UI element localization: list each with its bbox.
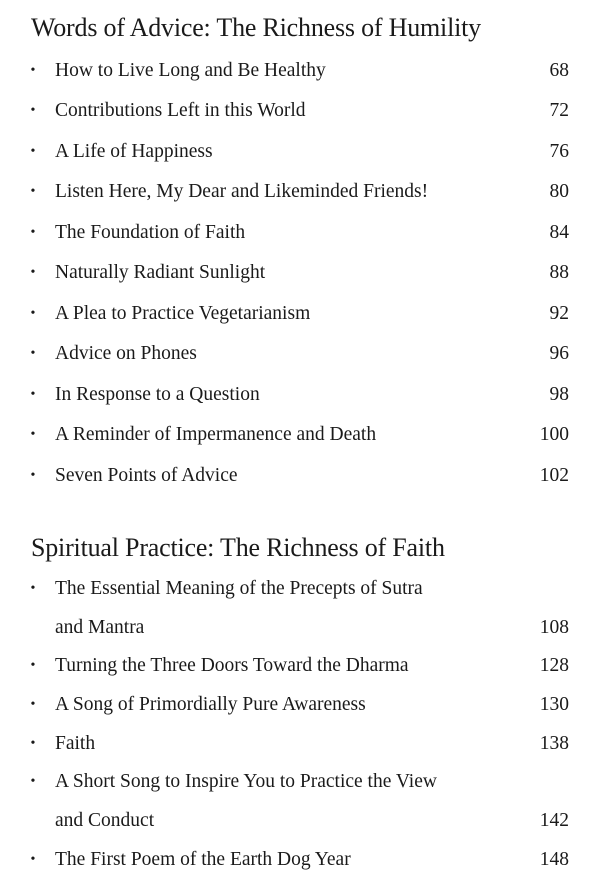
- entry-page-number: 98: [549, 384, 569, 405]
- toc-entry-continuation: [0, 615, 600, 641]
- entry-title: The First Poem of the Earth Dog Year: [55, 849, 351, 870]
- entry-title: Contributions Left in this World: [55, 100, 306, 121]
- entry-page-number: 108: [539, 617, 569, 638]
- entry-title: A Plea to Practice Vegetarianism: [55, 303, 311, 324]
- entry-page-number: 92: [549, 303, 569, 324]
- entry-page-number: 100: [539, 424, 569, 445]
- bullet-icon: •: [30, 103, 36, 118]
- toc-entry: [0, 653, 600, 679]
- entry-page-number: 84: [549, 222, 569, 243]
- entry-title: Seven Points of Advice: [55, 465, 238, 486]
- entry-page-number: 96: [549, 343, 569, 364]
- bullet-icon: •: [30, 63, 36, 78]
- entry-title: In Response to a Question: [55, 384, 260, 405]
- entry-title: Faith: [55, 733, 96, 754]
- toc-entry: [0, 98, 600, 124]
- section-title: Spiritual Practice: The Richness of Faith: [31, 533, 445, 562]
- entry-title: Listen Here, My Dear and Likeminded Friends!: [55, 181, 429, 202]
- entry-page-number: 130: [539, 694, 569, 715]
- entry-title: Turning the Three Doors Toward the Dharma: [55, 655, 409, 676]
- entry-page-number: 68: [549, 60, 569, 81]
- toc-entry: [0, 463, 600, 489]
- entry-title: A Song of Primordially Pure Awareness: [55, 694, 366, 715]
- entry-title: The Foundation of Faith: [55, 222, 246, 243]
- entry-title: A Short Song to Inspire You to Practice the View: [55, 771, 437, 792]
- toc-entry: [0, 341, 600, 367]
- bullet-icon: •: [30, 427, 36, 442]
- entry-page-number: 88: [549, 262, 569, 283]
- toc-entry: [0, 847, 600, 873]
- bullet-icon: •: [30, 658, 36, 673]
- section-title: Words of Advice: The Richness of Humility: [31, 13, 481, 42]
- entry-page-number: 148: [539, 849, 569, 870]
- entry-page-number: 76: [549, 141, 569, 162]
- entry-title-continuation: and Conduct: [55, 810, 155, 831]
- entry-page-number: 142: [539, 810, 569, 831]
- toc-entry: [0, 576, 600, 602]
- bullet-icon: •: [30, 852, 36, 867]
- bullet-icon: •: [30, 697, 36, 712]
- toc-entry: [0, 382, 600, 408]
- entry-title: Naturally Radiant Sunlight: [55, 262, 266, 283]
- entry-page-number: 138: [539, 733, 569, 754]
- bullet-icon: •: [30, 468, 36, 483]
- entry-title: The Essential Meaning of the Precepts of Sutra: [55, 578, 423, 599]
- toc-entry: [0, 139, 600, 165]
- entry-page-number: 72: [549, 100, 569, 121]
- bullet-icon: •: [30, 306, 36, 321]
- bullet-icon: •: [30, 346, 36, 361]
- bullet-icon: •: [30, 387, 36, 402]
- bullet-icon: •: [30, 581, 36, 596]
- entry-page-number: 102: [539, 465, 569, 486]
- bullet-icon: •: [30, 265, 36, 280]
- entry-title: Advice on Phones: [55, 343, 197, 364]
- toc-entry: [0, 260, 600, 286]
- toc-entry: [0, 301, 600, 327]
- toc-entry-continuation: [0, 808, 600, 834]
- entry-page-number: 128: [539, 655, 569, 676]
- toc-entry: [0, 731, 600, 757]
- entry-page-number: 80: [549, 181, 569, 202]
- toc-entry: [0, 179, 600, 205]
- bullet-icon: •: [30, 736, 36, 751]
- bullet-icon: •: [30, 774, 36, 789]
- toc-entry: [0, 422, 600, 448]
- toc-entry: [0, 769, 600, 795]
- entry-title: How to Live Long and Be Healthy: [55, 60, 326, 81]
- toc-entry: [0, 692, 600, 718]
- bullet-icon: •: [30, 225, 36, 240]
- toc-entry: [0, 220, 600, 246]
- bullet-icon: •: [30, 184, 36, 199]
- entry-title: A Life of Happiness: [55, 141, 213, 162]
- bullet-icon: •: [30, 144, 36, 159]
- entry-title-continuation: and Mantra: [55, 617, 145, 638]
- toc-entry: [0, 58, 600, 84]
- entry-title: A Reminder of Impermanence and Death: [55, 424, 377, 445]
